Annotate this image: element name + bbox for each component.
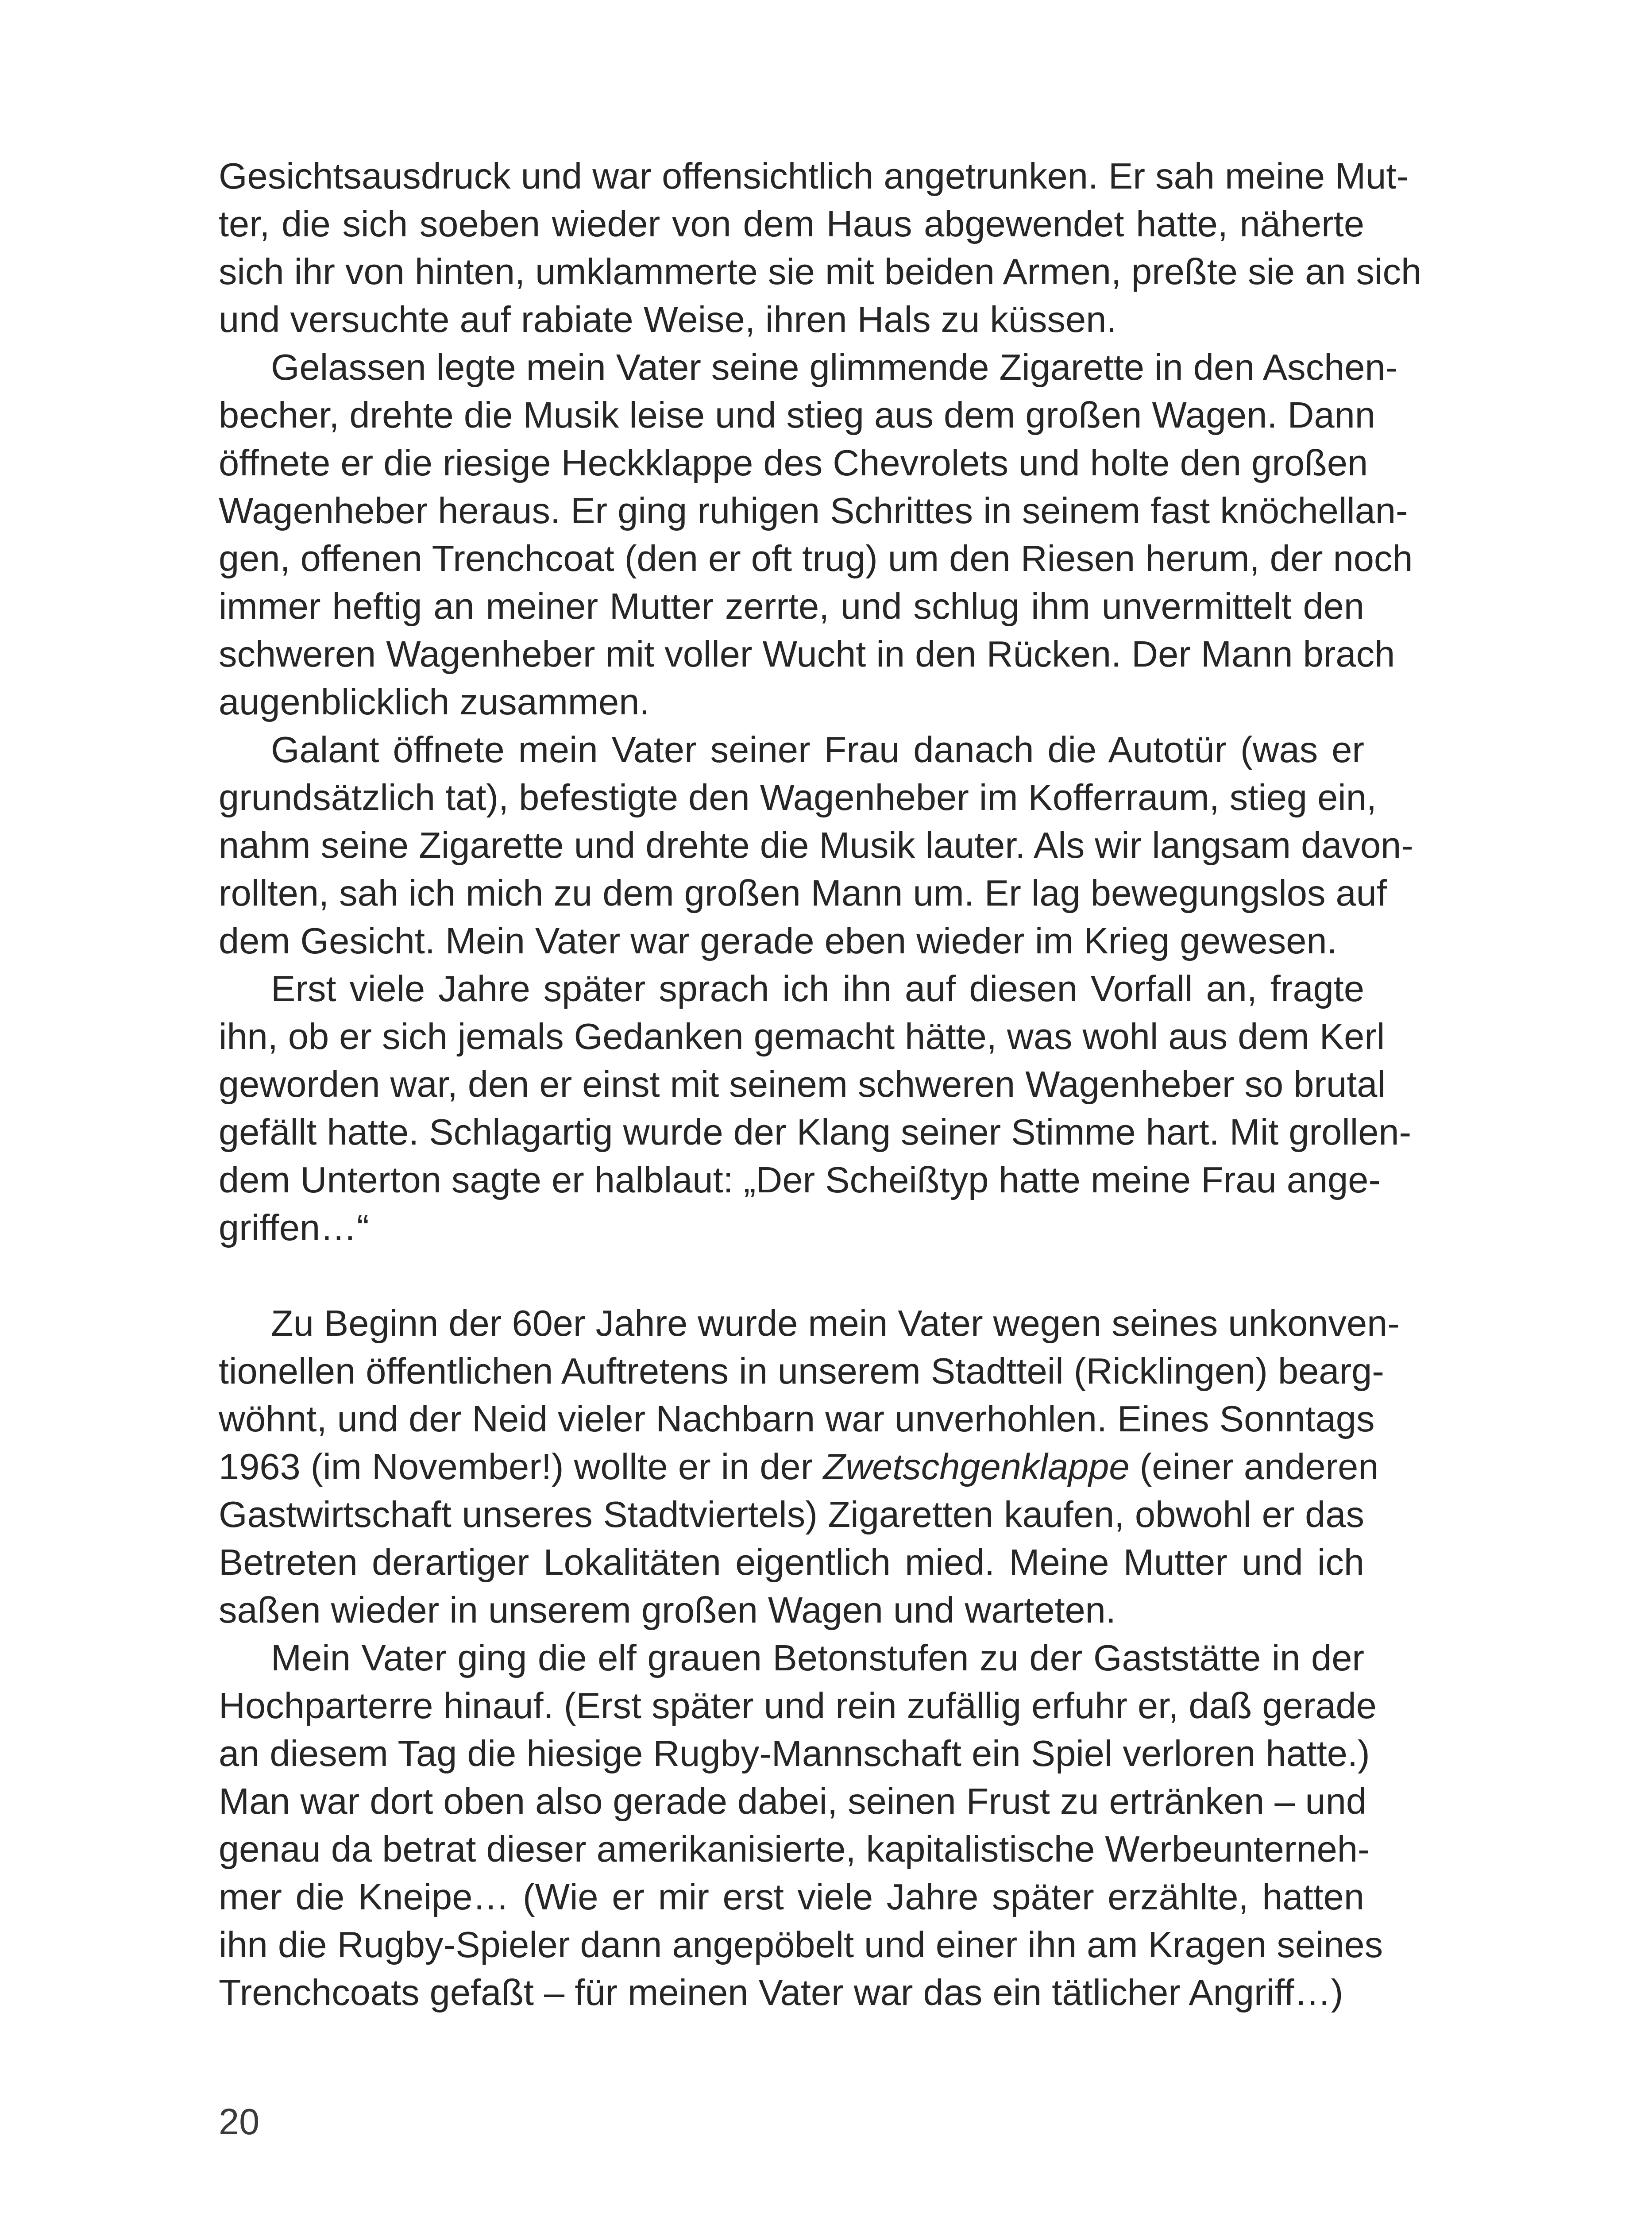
text-run: (einer anderen [1129, 1446, 1379, 1487]
text-line: nahm seine Zigarette und drehte die Musik lauter. Als wir langsam davon- [219, 825, 1413, 866]
text-line: dem Gesicht. Mein Vater war gerade eben wieder im Krieg gewesen. [219, 920, 1337, 961]
text-line: rollten, sah ich mich zu dem großen Mann um. Er lag bewegungslos auf [219, 872, 1387, 914]
text-line: griffen…“ [219, 1207, 369, 1248]
text-line: dem Unterton sagte er halblaut: „Der Scheißtyp hatte meine Frau ange- [219, 1159, 1381, 1200]
text-line: an diesem Tag die hiesige Rugby-Mannschaft ein Spiel verloren hatte.) [219, 1733, 1370, 1774]
text-line: Hochparterre hinauf. (Erst später und rein zufällig erfuhr er, daß gerade [219, 1685, 1377, 1726]
text-line: Zu Beginn der 60er Jahre wurde mein Vater wegen seines unkonven- [271, 1303, 1400, 1344]
text-line: Erst viele Jahre später sprach ich ihn auf diesen Vorfall an, fragte [271, 968, 1364, 1009]
text-line: ihn, ob er sich jemals Gedanken gemacht hätte, was wohl aus dem Kerl [219, 1016, 1385, 1057]
text-line: ter, die sich soeben wieder von dem Haus abgewendet hatte, näherte [219, 203, 1364, 244]
text-line: immer heftig an meiner Mutter zerrte, und schlug ihm unvermittelt den [219, 586, 1364, 627]
text-line: Mein Vater ging die elf grauen Betonstufen zu der Gaststätte in der [271, 1637, 1364, 1678]
text-line: Trenchcoats gefaßt – für meinen Vater war das ein tätlicher Angriff…) [219, 1972, 1343, 2013]
text-line: gefällt hatte. Schlagartig wurde der Klang seiner Stimme hart. Mit grollen- [219, 1111, 1412, 1153]
text-line: Gastwirtschaft unseres Stadtviertels) Zigaretten kaufen, obwohl er das [219, 1494, 1364, 1535]
text-line: schweren Wagenheber mit voller Wucht in den Rücken. Der Mann brach [219, 633, 1395, 675]
text-line: Wagenheber heraus. Er ging ruhigen Schrittes in seinem fast knöchellan- [219, 490, 1408, 531]
text-line: und versuchte auf rabiate Weise, ihren Hals zu küssen. [219, 299, 1117, 340]
text-line: saßen wieder in unserem großen Wagen und warteten. [219, 1589, 1116, 1631]
text-line [219, 1443, 1379, 1491]
text-line: ihn die Rugby-Spieler dann angepöbelt und einer ihn am Kragen seines [219, 1924, 1383, 1965]
text-line: genau da betrat dieser amerikanisierte, kapitalistische Werbeunterneh- [219, 1828, 1370, 1870]
text-line: Betreten derartiger Lokalitäten eigentlich mied. Meine Mutter und ich [219, 1542, 1364, 1583]
text-line: becher, drehte die Musik leise und stieg aus dem großen Wagen. Dann [219, 394, 1375, 436]
text-line: öffnete er die riesige Heckklappe des Chevrolets und holte den großen [219, 442, 1368, 483]
text-line: mer die Kneipe… (Wie er mir erst viele Jahre später erzählte, hatten [219, 1876, 1364, 1917]
text-line: Gelassen legte mein Vater seine glimmende Zigarette in den Aschen- [271, 347, 1398, 388]
text-line: Man war dort oben also gerade dabei, seinen Frust zu ertränken – und [219, 1781, 1367, 1822]
text-line: gen, offenen Trenchcoat (den er oft trug) um den Riesen herum, der noch [219, 538, 1413, 579]
italic-title: Zwetschgenklappe [823, 1446, 1130, 1487]
paragraph-gap [219, 1252, 1364, 1299]
text-line: augenblicklich zusammen. [219, 681, 650, 722]
text-line: Galant öffnete mein Vater seiner Frau danach die Autotür (was er [271, 729, 1364, 770]
page-number: 20 [219, 2101, 260, 2142]
text-line: tionellen öffentlichen Auftretens in unserem Stadtteil (Ricklingen) bearg- [219, 1350, 1384, 1392]
text-line: geworden war, den er einst mit seinem schweren Wagenheber so brutal [219, 1064, 1386, 1105]
text-run: 1963 (im November!) wollte er in der [219, 1446, 823, 1487]
text-line: sich ihr von hinten, umklammerte sie mit beiden Armen, preßte sie an sich [219, 251, 1422, 292]
text-line: Gesichtsausdruck und war offensichtlich angetrunken. Er sah meine Mut- [219, 155, 1409, 197]
text-line: grundsätzlich tat), befestigte den Wagenheber im Kofferraum, stieg ein, [219, 777, 1377, 818]
text-line: wöhnt, und der Neid vieler Nachbarn war unverhohlen. Eines Sonntags [219, 1398, 1375, 1439]
body-text [219, 152, 1422, 2016]
